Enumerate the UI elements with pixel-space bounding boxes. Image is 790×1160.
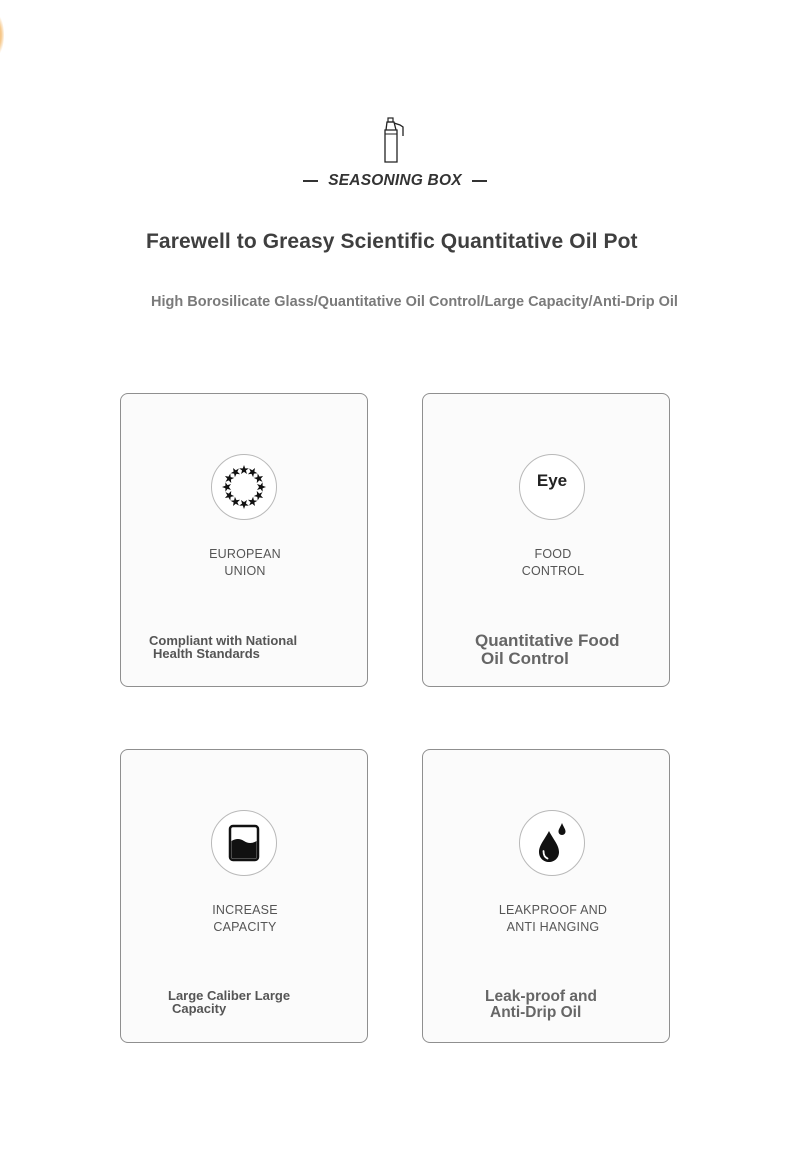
description-line: Large Caliber Large [168,988,291,1003]
description-line: Capacity [172,1001,227,1016]
caption-line: LEAKPROOF AND [498,903,608,917]
caption-line: UNION [224,564,266,578]
feature-description [475,632,620,668]
feature-caption [121,902,369,936]
description-line: Health Standards [153,646,260,661]
description-line: Compliant with National [149,633,298,648]
description-line: Oil Control [481,649,569,668]
description-line: Quantitative Food [475,631,620,650]
description-line: Anti-Drip Oil [490,1004,582,1021]
caption-line: ANTI HANGING [506,920,600,934]
feature-description [168,989,290,1015]
oil-bottle-icon [379,116,409,164]
caption-line: INCREASE [212,903,278,917]
left-dash [303,180,318,182]
eye-badge [519,454,585,520]
caption-line: FOOD [534,547,572,561]
feature-card-leakproof [422,749,670,1043]
feature-card-increase-capacity [120,749,368,1043]
feature-description [149,634,297,660]
feature-caption [121,546,369,580]
oil-drop-icon [535,821,569,865]
right-dash [472,180,487,182]
feature-card-european-union [120,393,368,687]
capacity-jar-icon [228,824,260,862]
feature-caption [429,902,677,936]
feature-card-food-control [422,393,670,687]
description-line: Leak-proof and [485,988,597,1005]
eye-text-icon: Eye [536,471,568,490]
feature-caption [429,546,677,580]
brand-label: SEASONING BOX [328,172,462,189]
caption-line: CAPACITY [213,920,277,934]
page-headline: Farewell to Greasy Scientific Quantitative Oil Pot [146,230,638,253]
page-subheadline: High Borosilicate Glass/Quantitative Oil Control/Large Capacity/Anti-Drip Oil [151,294,678,310]
eu-badge [211,454,277,520]
caption-line: EUROPEAN [209,547,281,561]
brand-row [0,171,790,191]
eu-stars-icon [219,462,269,512]
drop-badge [519,810,585,876]
feature-description [485,989,597,1021]
capacity-badge [211,810,277,876]
corner-accent-decoration [0,12,4,58]
caption-line: CONTROL [521,564,585,578]
